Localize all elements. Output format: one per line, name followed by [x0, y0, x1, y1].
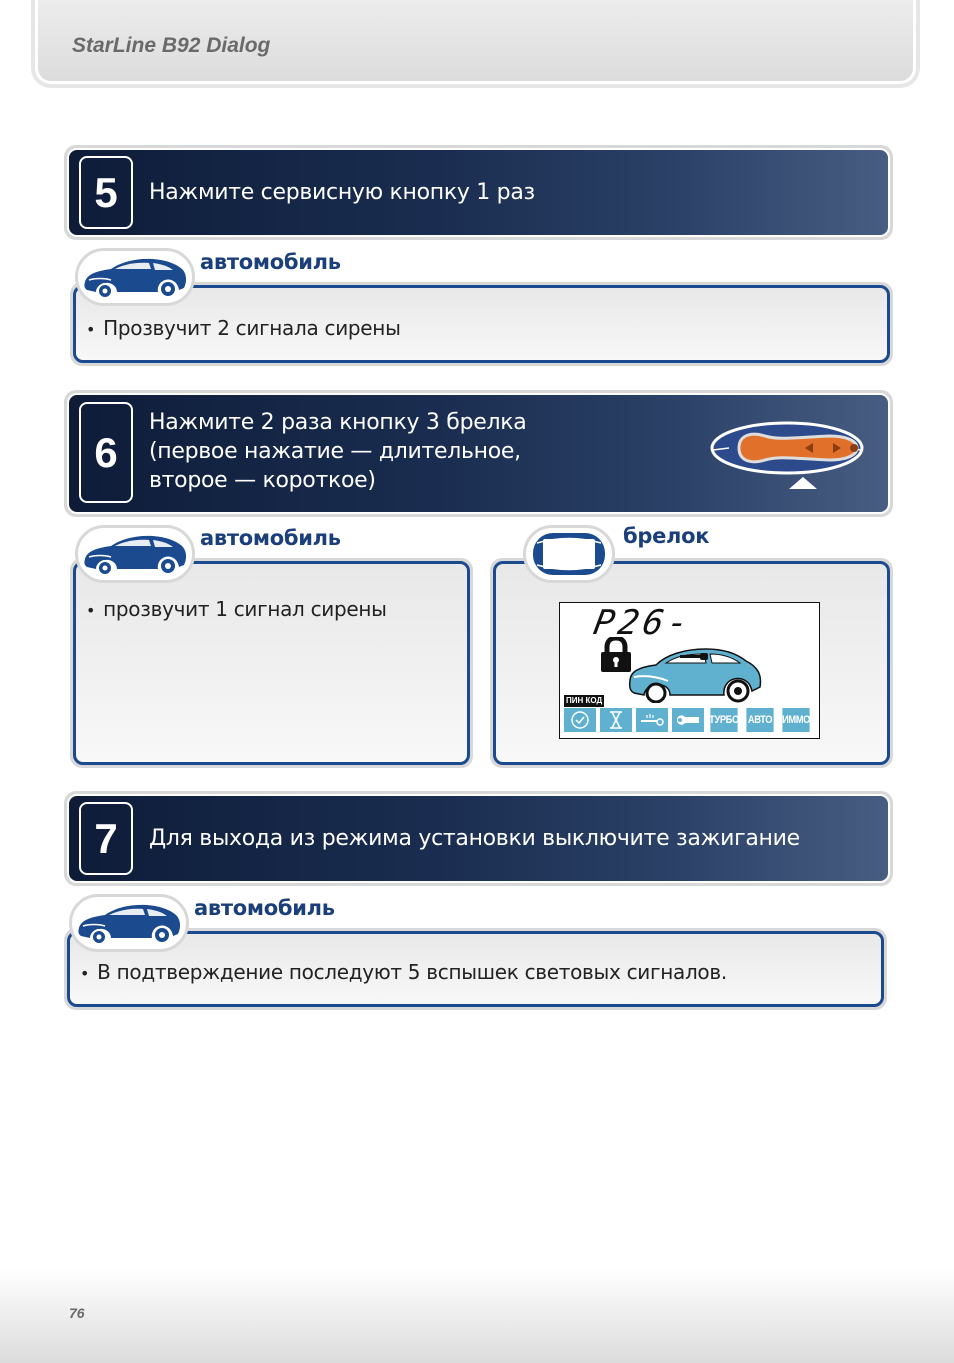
- result-label-car: автомобиль: [194, 896, 335, 920]
- hourglass-icon: [600, 708, 632, 732]
- step-number: 7: [79, 802, 133, 875]
- result-item: [80, 960, 727, 984]
- step-7-result-car: [64, 928, 887, 1010]
- step-instruction: Нажмите сервисную кнопку 1 раз: [149, 180, 535, 205]
- step-6-result-fob: [490, 558, 893, 768]
- step-instruction: [149, 408, 526, 495]
- page-header-title: StarLine B92 Dialog: [72, 34, 271, 57]
- result-item-text: прозвучит 1 сигнал сирены: [103, 597, 387, 621]
- key-fob-icon: [529, 530, 609, 578]
- car-badge: [69, 894, 189, 952]
- result-panel: [67, 931, 884, 1007]
- step-5-panel: [67, 148, 890, 237]
- step-instruction: Для выхода из режима установки выключите зажигание: [149, 826, 800, 851]
- result-item-text: В подтверждение последуют 5 вспышек световых сигналов.: [97, 960, 727, 984]
- step-5-header: [64, 145, 893, 240]
- step-number: 5: [79, 156, 133, 229]
- turbo-icon: ТУРБО: [710, 708, 737, 732]
- step-6-result-car: [70, 558, 473, 768]
- result-item: [86, 316, 401, 340]
- pin-code-label: ПИН КОД: [566, 696, 603, 705]
- step-number: 6: [79, 402, 133, 503]
- page-header-panel: [35, 0, 916, 84]
- car-badge: [75, 248, 195, 306]
- key-fob-button-3-icon: [709, 420, 865, 476]
- wrench-icon: [672, 708, 704, 732]
- car-icon: [81, 254, 189, 300]
- bullet: •: [80, 964, 90, 983]
- result-label-car: автомобиль: [200, 526, 341, 550]
- result-panel: [73, 561, 470, 765]
- step-6-panel: [67, 393, 890, 514]
- car-lcd-icon: [626, 641, 766, 703]
- result-panel: [73, 285, 890, 363]
- lcd-digits: P26-: [590, 603, 696, 643]
- auto-icon: АВТО: [746, 708, 773, 732]
- step-7-panel: [67, 794, 890, 883]
- result-item-text: Прозвучит 2 сигнала сирены: [103, 316, 401, 340]
- sensor-icon: [636, 708, 668, 732]
- page-number: 76: [69, 1305, 85, 1321]
- immo-icon: ИММО: [782, 708, 809, 732]
- step-5-result-car: [70, 282, 893, 366]
- step-instruction-line: второе — короткое): [149, 468, 376, 493]
- car-icon: [81, 531, 189, 577]
- step-6-header: [64, 390, 893, 517]
- bullet: •: [86, 601, 96, 620]
- step-instruction-line: Нажмите 2 раза кнопку 3 брелка: [149, 410, 527, 435]
- bullet: •: [86, 320, 96, 339]
- result-item: [86, 597, 387, 621]
- car-icon: [75, 900, 183, 946]
- page-footer: [0, 1268, 954, 1363]
- step-instruction-line: (первое нажатие — длительное,: [149, 439, 521, 464]
- lcd-status-icons: [564, 708, 812, 732]
- clock-icon: [564, 708, 596, 732]
- fob-badge: [523, 525, 615, 583]
- result-label-car: автомобиль: [200, 250, 341, 274]
- result-panel: [493, 561, 890, 765]
- page-header: [31, 0, 920, 88]
- pointer-arrow-icon: [789, 477, 817, 489]
- step-7-header: [64, 791, 893, 886]
- result-label-fob: брелок: [623, 524, 710, 548]
- car-badge: [75, 525, 195, 583]
- lcd-display: [559, 602, 820, 739]
